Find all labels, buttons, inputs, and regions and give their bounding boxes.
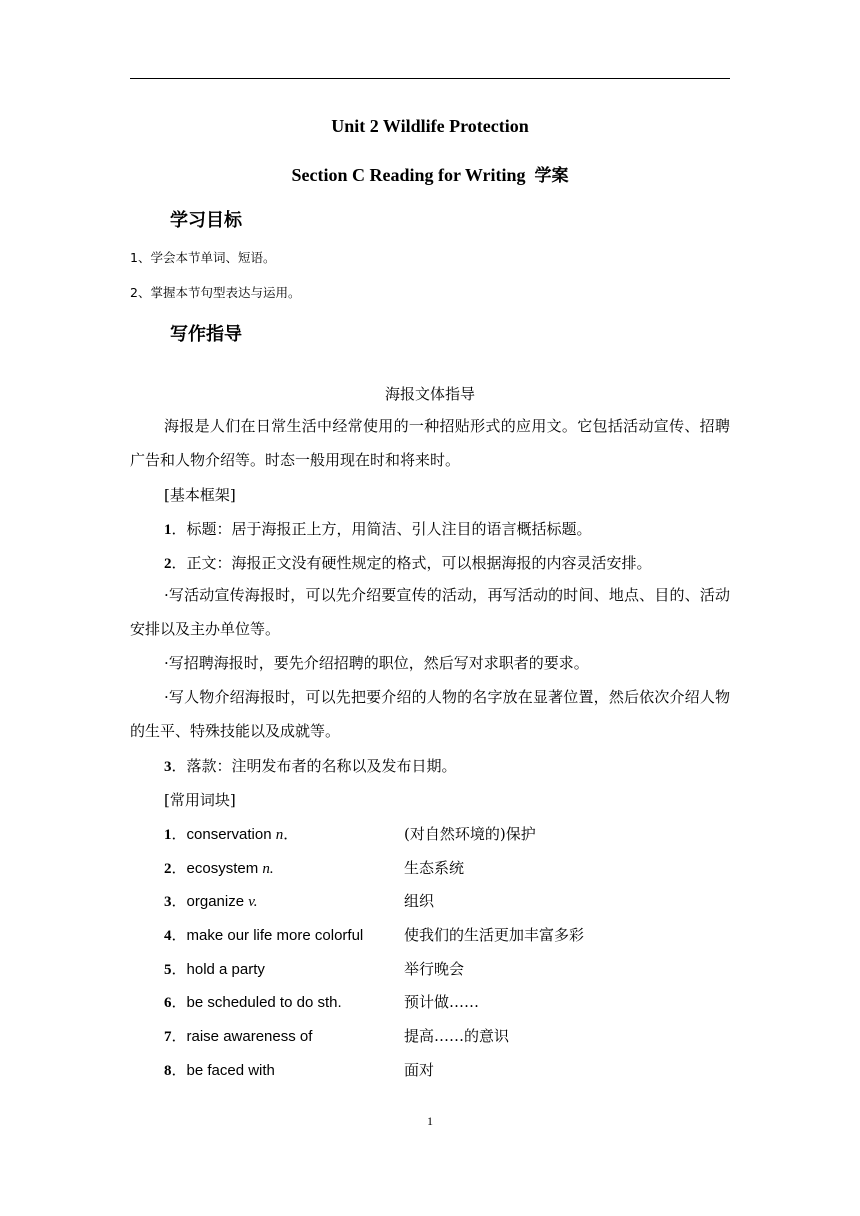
framework-item-2: 2．正文：海报正文没有硬性规定的格式，可以根据海报的内容灵活安排。 [164, 554, 652, 572]
phrase-row [164, 1059, 730, 1081]
framework-num-1: 1 [164, 522, 172, 538]
phrase-row [164, 958, 730, 980]
phrase-english: 5．hold a party [164, 961, 265, 978]
phrase-english: 4．make our life more colorful [164, 927, 364, 944]
phrase-chinese: 生态系统 [404, 859, 465, 877]
phrase-number: 5 [164, 962, 172, 978]
phrase-chinese: 预计做…… [404, 993, 480, 1011]
framework-label: [基本框架] [164, 486, 236, 504]
phrase-row [164, 823, 730, 845]
phrase-chinese: 提高……的意识 [404, 1027, 510, 1045]
framework-item-1: 1．标题：居于海报正上方，用简洁、引人注目的语言概括标题。 [164, 520, 592, 538]
phrase-number: 1 [164, 827, 172, 843]
phrase-number: 2 [164, 861, 172, 877]
subtitle-cn: 学案 [534, 166, 569, 186]
phrase-text: ecosystem [186, 860, 259, 877]
phrase-row [164, 991, 730, 1013]
framework-item-3: 3．落款：注明发布者的名称以及发布日期。 [164, 757, 457, 775]
phrase-number: 6 [164, 995, 172, 1011]
phrase-number: 4 [164, 928, 172, 944]
framework-num-3: 3 [164, 759, 172, 775]
page-number: 1 [427, 1114, 433, 1128]
framework-text-2: 正文：海报正文没有硬性规定的格式，可以根据海报的内容灵活安排。 [186, 554, 652, 572]
framework-text-1: 标题：居于海报正上方，用简洁、引人注目的语言概括标题。 [186, 520, 592, 538]
framework-num-2: 2 [164, 556, 172, 572]
phrase-text: conservation [186, 826, 272, 843]
bullet-activity: ·写活动宣传海报时，可以先介绍要宣传的活动，再写活动的时间、地点、目的、活动安排以及主办单位等。 [130, 586, 730, 638]
phrase-text: be faced with [186, 1062, 275, 1079]
phrase-text: raise awareness of [186, 1028, 313, 1045]
phrase-text: make our life more colorful [186, 927, 364, 944]
phrase-english: 6．be scheduled to do sth. [164, 994, 342, 1011]
phrase-number: 8 [164, 1063, 172, 1079]
phrase-row [164, 924, 730, 946]
phrase-chinese: (对自然环境的)保护 [404, 825, 536, 843]
phrase-english: 7．raise awareness of [164, 1028, 313, 1045]
bullet-recruit: ·写招聘海报时，要先介绍招聘的职位，然后写对求职者的要求。 [164, 654, 589, 672]
document-title: Unit 2 Wildlife Protection [331, 116, 529, 136]
phrase-text: organize [186, 893, 245, 910]
phrase-pos: n. [262, 861, 274, 877]
phrase-pos: n [275, 827, 284, 843]
phrase-number: 3 [164, 894, 172, 910]
phrase-english: 3．organize v. [164, 893, 258, 910]
framework-text-3: 落款：注明发布者的名称以及发布日期。 [186, 757, 457, 775]
document-subtitle [130, 161, 730, 186]
phrase-chinese: 组织 [404, 892, 435, 910]
phrase-row [164, 1025, 730, 1047]
bullet-person: ·写人物介绍海报时，可以先把要介绍的人物的名字放在显著位置，然后依次介绍人物的生平、特殊技能以及成就等。 [130, 688, 730, 740]
phrase-english: 8．be faced with [164, 1062, 275, 1079]
subtitle-en: Section C Reading for Writing [291, 165, 526, 185]
phrase-row [164, 890, 730, 912]
phrase-pos: v. [248, 894, 258, 910]
goal-item-1: 1、学会本节单词、短语。 [130, 250, 276, 265]
goal-item-2: 2、掌握本节句型表达与运用。 [130, 285, 301, 300]
phrase-number: 7 [164, 1029, 172, 1045]
phrase-chinese: 面对 [404, 1061, 435, 1079]
header-rule [130, 78, 730, 79]
phrase-english: 2．ecosystem n. [164, 860, 274, 877]
phrase-english: 1．conservation n． [164, 826, 299, 843]
intro-paragraph: 海报是人们在日常生活中经常使用的一种招贴形式的应用文。它包括活动宣传、招聘广告和人物介绍等。时态一般用现在时和将来时。 [130, 417, 730, 469]
phrases-label: [常用词块] [164, 791, 236, 809]
goals-heading: 学习目标 [170, 210, 242, 231]
phrase-chinese: 举行晚会 [404, 960, 465, 978]
writing-heading: 写作指导 [170, 324, 242, 345]
phrase-chinese: 使我们的生活更加丰富多彩 [404, 926, 585, 944]
section-center-title: 海报文体指导 [384, 385, 475, 403]
phrase-text: hold a party [186, 961, 265, 978]
phrase-text: be scheduled to do sth. [186, 994, 342, 1011]
phrase-row [164, 857, 730, 879]
